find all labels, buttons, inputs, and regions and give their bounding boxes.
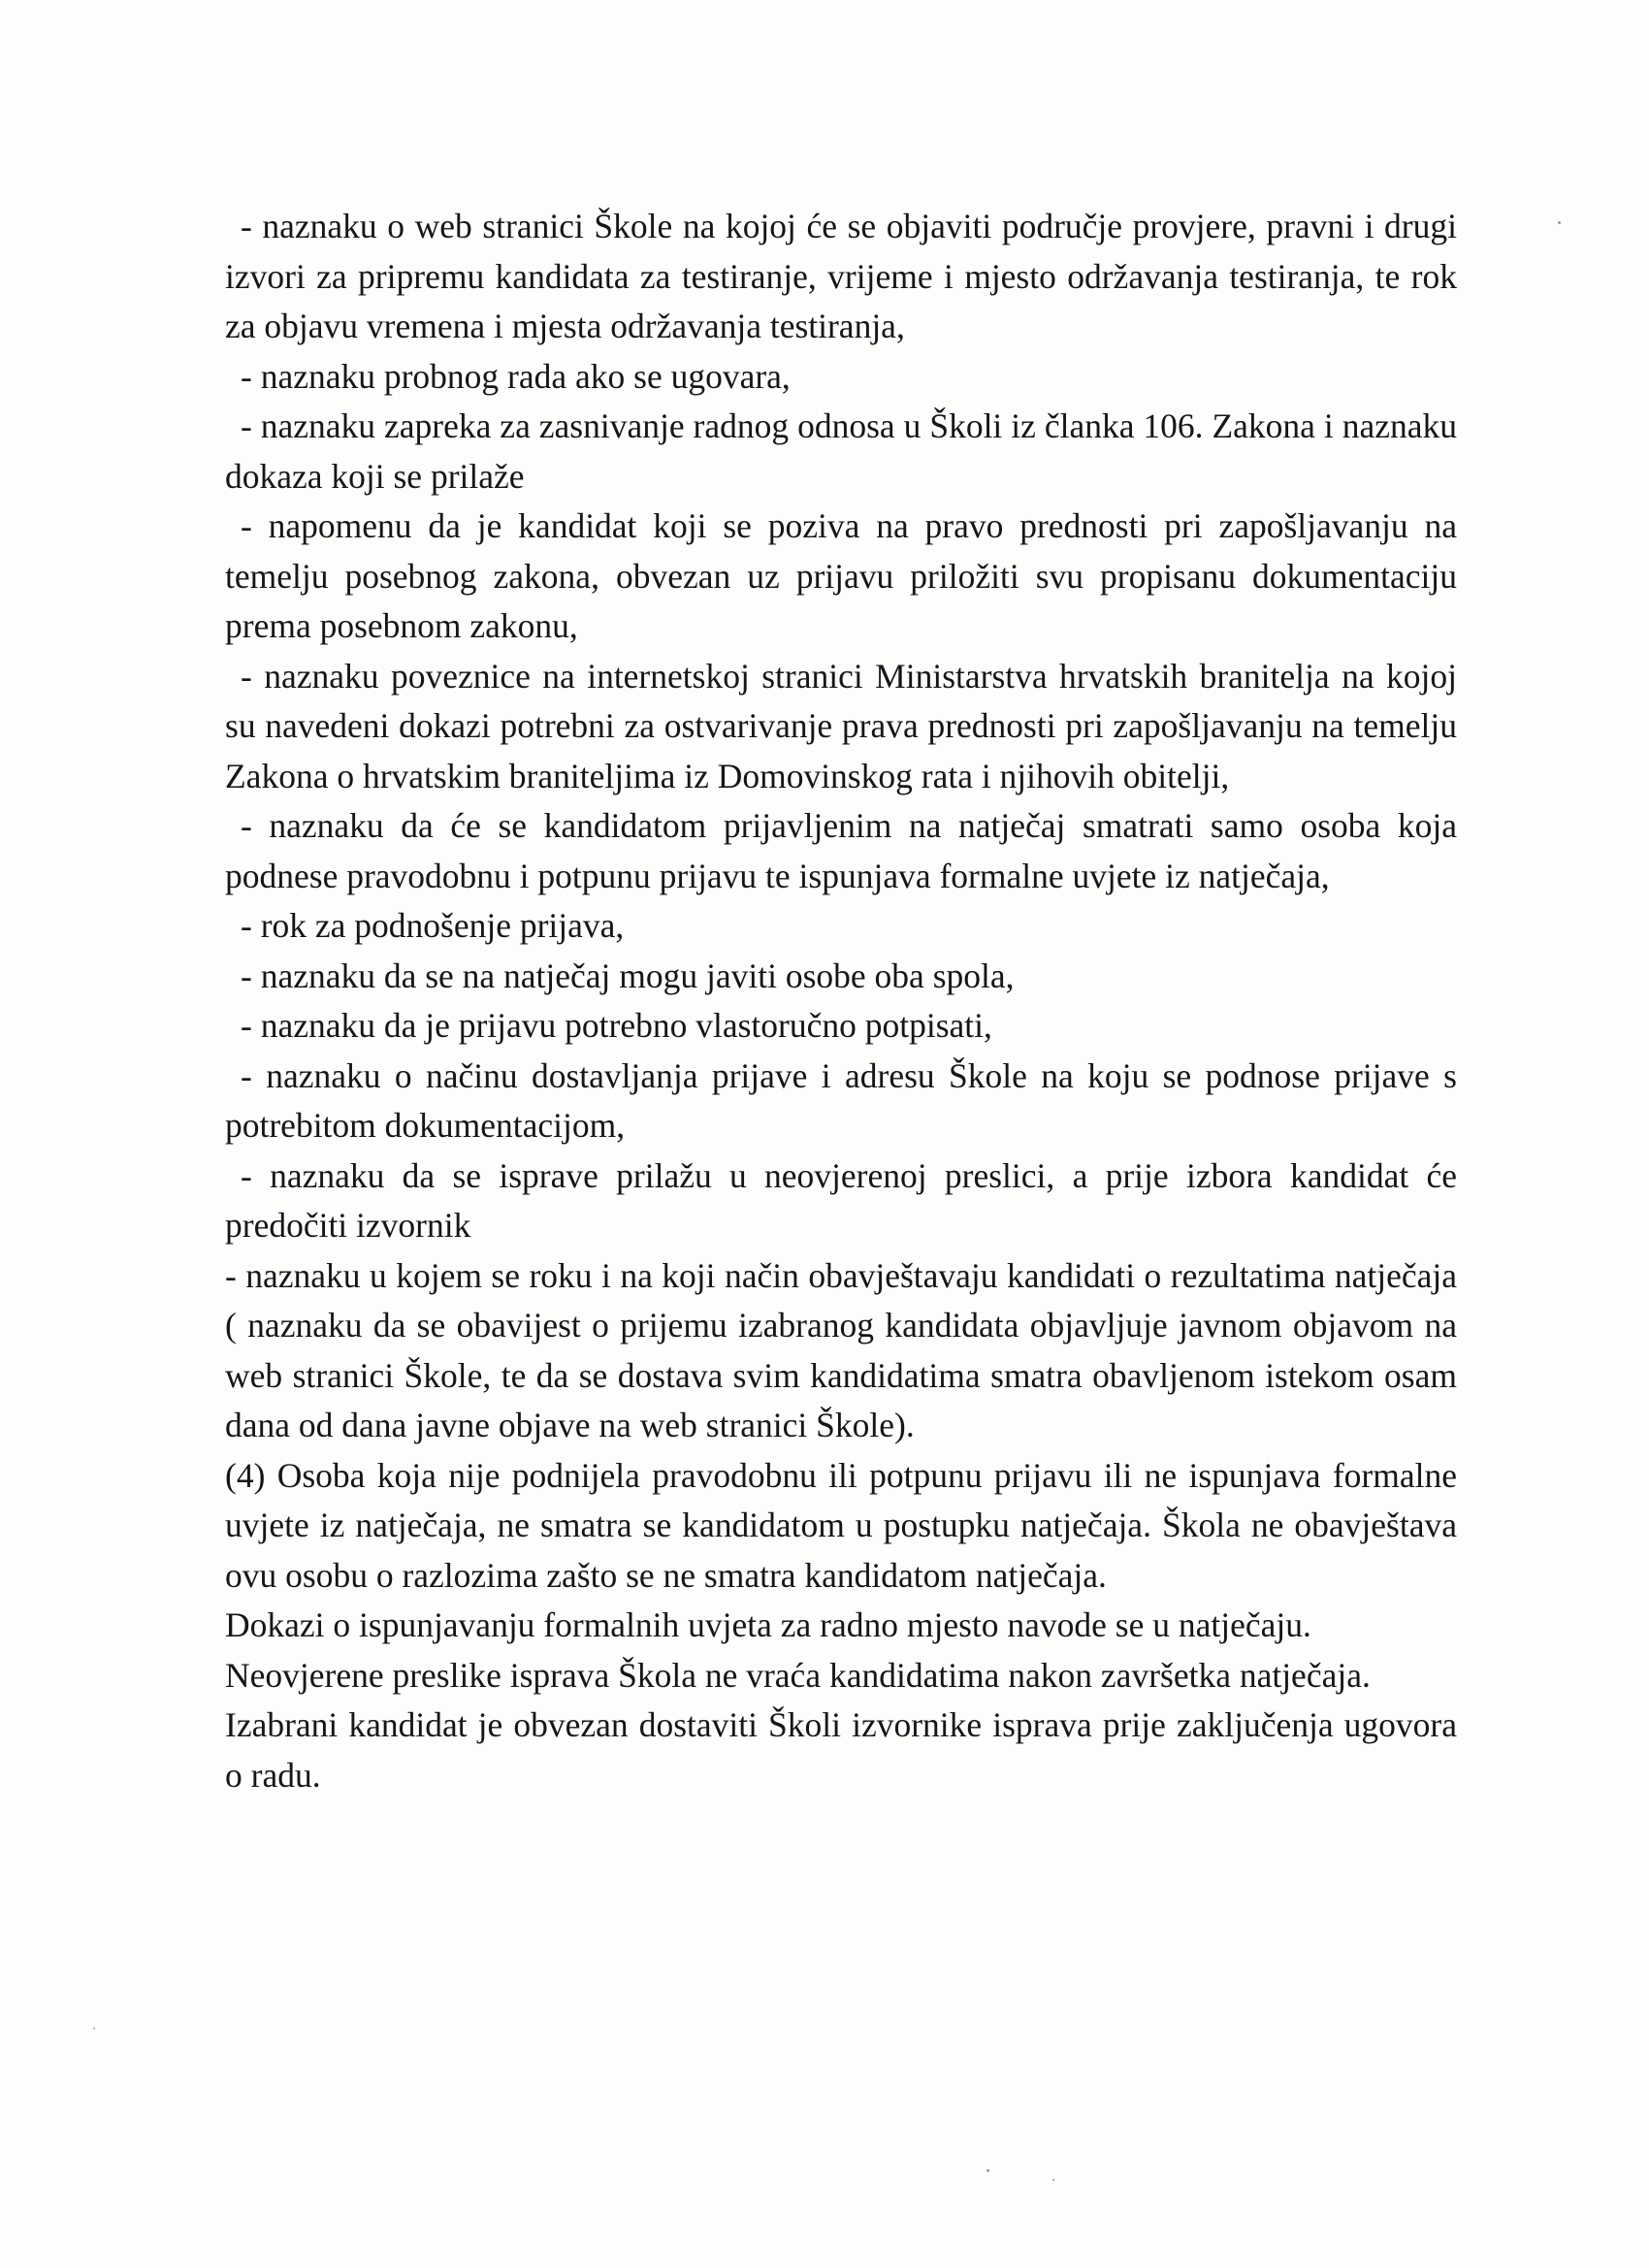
paragraph: (4) Osoba koja nije podnijela pravodobnu ili potpunu prijavu ili ne ispunjava formalne uvjete iz natječaja, ne smatra se kandidatom u postupku natječaja. Škola ne obavještava ovu osobu o razlozima zašto se ne smatra kandidatom natječaja.: [225, 1455, 1457, 1595]
list-item: - naznaku o web stranici Škole na kojoj će se objaviti područje provjere, pravni i drugi izvori za pripremu kandidata za testiranje, vrijeme i mjesto održavanja testiranja, te rok za objavu vremena i mjesta održavanja testiranja,: [225, 207, 1457, 345]
paragraph: Neovjerene preslike isprava Škola ne vraća kandidatima nakon završetka natječaja.: [225, 1655, 1371, 1695]
list-item: - naznaku o načinu dostavljanja prijave i adresu Škole na koju se podnose prijave s potrebitom dokumentacijom,: [225, 1055, 1457, 1145]
scan-speck: [1558, 221, 1561, 224]
list-item: - naznaku poveznice na internetskoj stranici Ministarstva hrvatskih branitelja na kojoj su navedeni dokazi potrebni za ostvarivanje prava prednosti pri zapošljavanju na temelju Zakona o hrvatskim braniteljima iz Domovinskog rata i njihovih obitelji,: [225, 656, 1457, 795]
scan-speck: [986, 2169, 989, 2172]
paragraph: Dokazi o ispunjavanju formalnih uvjeta za radno mjesto navode se u natječaju.: [225, 1605, 1311, 1644]
list-item: - naznaku da će se kandidatom prijavljenim na natječaj smatrati samo osoba koja podnese pravodobnu i potpunu prijavu te ispunjava formalne uvjete iz natječaja,: [225, 806, 1457, 895]
scan-speck: [1052, 2179, 1054, 2181]
list-item: - naznaku zapreka za zasnivanje radnog odnosa u Školi iz članka 106. Zakona i naznaku dokaza koji se prilaže: [225, 406, 1457, 496]
list-item: - napomenu da je kandidat koji se poziva na pravo prednosti pri zapošljavanju na temelju posebnog zakona, obvezan uz prijavu priložiti svu propisanu dokumentaciju prema posebnom zakonu,: [225, 506, 1457, 645]
scan-speck: [93, 2027, 95, 2029]
list-item: - naznaku probnog rada ako se ugovara,: [241, 356, 791, 396]
list-item: - naznaku da je prijavu potrebno vlastoručno potpisati,: [241, 1006, 992, 1045]
list-item: - naznaku da se na natječaj mogu javiti osobe oba spola,: [241, 956, 1015, 995]
list-item: - naznaku da se isprave prilažu u neovjerenoj preslici, a prije izbora kandidat će predočiti izvornik: [225, 1155, 1457, 1245]
paragraph: Izabrani kandidat je obvezan dostaviti Školi izvornike isprava prije zaključenja ugovora o radu.: [225, 1705, 1457, 1795]
list-item: - naznaku u kojem se roku i na koji način obavještavaju kandidati o rezultatima natječaja ( naznaku da se obavijest o prijemu izabranog kandidata objavljuje javnom objavom na web stranici Škole, te da se dostava svim kandidatima smatra obavljenom istekom osam dana od dana javne objave na web stranici Škole).: [225, 1255, 1457, 1444]
list-item: - rok za podnošenje prijava,: [241, 906, 625, 945]
document-body: [225, 202, 1457, 1800]
